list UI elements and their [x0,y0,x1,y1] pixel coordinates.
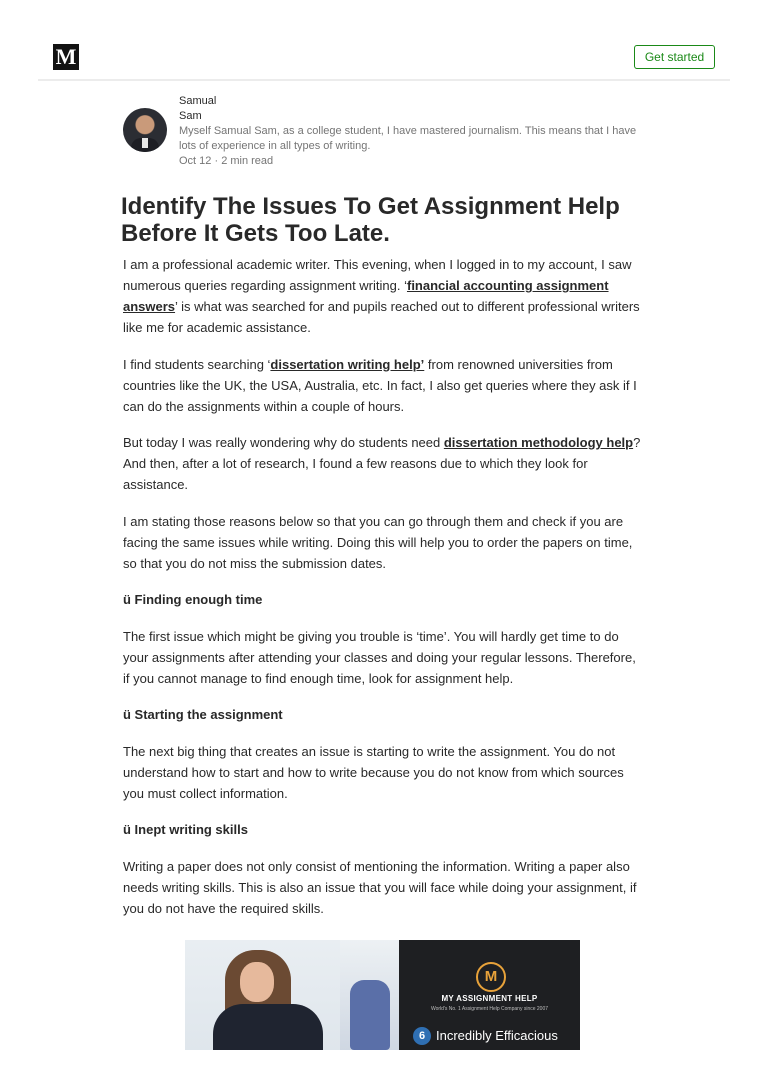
author-bio: Myself Samual Sam, as a college student, I have mastered journalism. This means that I have lots of experience in all types of writing. [179,125,637,152]
chair [350,980,390,1050]
article-title: Identify The Issues To Get Assignment Help Before It Gets Too Late. [121,193,620,247]
read-time: 2 min read [221,155,274,167]
promo-panel [399,940,580,1050]
avatar-collar [142,138,148,148]
paragraph-starting: The next big thing that creates an issue is starting to write the assignment. You do not understand how to start and how to write because you do not know from which sources you must collect information. [123,743,624,801]
medium-logo-icon[interactable]: M [53,44,79,70]
avatar[interactable] [123,108,167,152]
article-image [185,940,580,1050]
get-started-button[interactable]: Get started [634,45,715,69]
promo-headline: Incredibly Efficacious [436,1028,558,1043]
paragraph-wondering [123,432,645,495]
text-segment: ’ is what was searched for and pupils reached out to different professional writers like me for academic assistance. [123,299,640,335]
dissertation-writing-link[interactable]: dissertation writing help’ [270,356,425,372]
student-photo [185,940,340,1050]
paragraph-reasons: I am stating those reasons below so that you can go through them and check if you are facing the same issues while writing. Doing this will help you to order the papers on time, so that you do not miss the submission dates. [123,513,633,571]
post-date: Oct 12 [179,155,212,167]
paragraph-searching [123,354,645,417]
text-segment: I am a professional academic writer. This evening, when I logged in to my account, I saw numerous queries regarding assignment writing. ‘ [123,257,632,293]
brand-tagline: World's No. 1 Assignment Help Company since 2007 [430,1006,549,1012]
post-meta [179,154,649,169]
paragraph-skills: Writing a paper does not only consist of mentioning the information. Writing a paper also needs writing skills. This is also an issue that you will face while doing your assignment, if you do not have the required skills. [123,858,637,916]
number-badge: 6 [413,1027,431,1045]
meta-separator: · [211,155,222,167]
article-body [123,254,645,934]
author-meta [179,94,649,169]
subheading-skills: ü Inept writing skills [123,822,248,837]
author-last-name[interactable]: Sam [179,110,202,122]
top-bar [38,0,730,81]
text-segment: I find students searching ‘ [123,356,271,372]
student-face [240,962,274,1002]
financial-accounting-link[interactable]: financial accounting assignment answers [123,278,609,314]
author-first-name[interactable]: Samual [179,95,217,107]
text-segment: from renowned universities from countries like the UK, the USA, Australia, etc. In fact, I also get queries where they ask if I can do the assignments within a couple of hours. [123,356,637,414]
paragraph-time: The first issue which might be giving you trouble is ‘time’. You will hardly get time to do your assignments after attending your classes and doing your regular lessons. Therefore, if you cannot manage to find enough time, look for assignment help. [123,628,636,686]
brand-logo-icon: M [476,962,506,992]
office-photo [340,940,399,1050]
text-segment: ? And then, after a lot of research, I found a few reasons due to which they look for assistance. [123,435,641,492]
brand-name: MY ASSIGNMENT HELP [441,994,538,1003]
subheading-starting: ü Starting the assignment [123,707,283,722]
dissertation-methodology-link[interactable]: dissertation methodology help [443,435,634,450]
text-segment: But today I was really wondering why do students need [123,435,444,450]
paragraph-intro [123,254,645,338]
student-top [213,1004,323,1050]
subheading-time: ü Finding enough time [123,592,263,607]
